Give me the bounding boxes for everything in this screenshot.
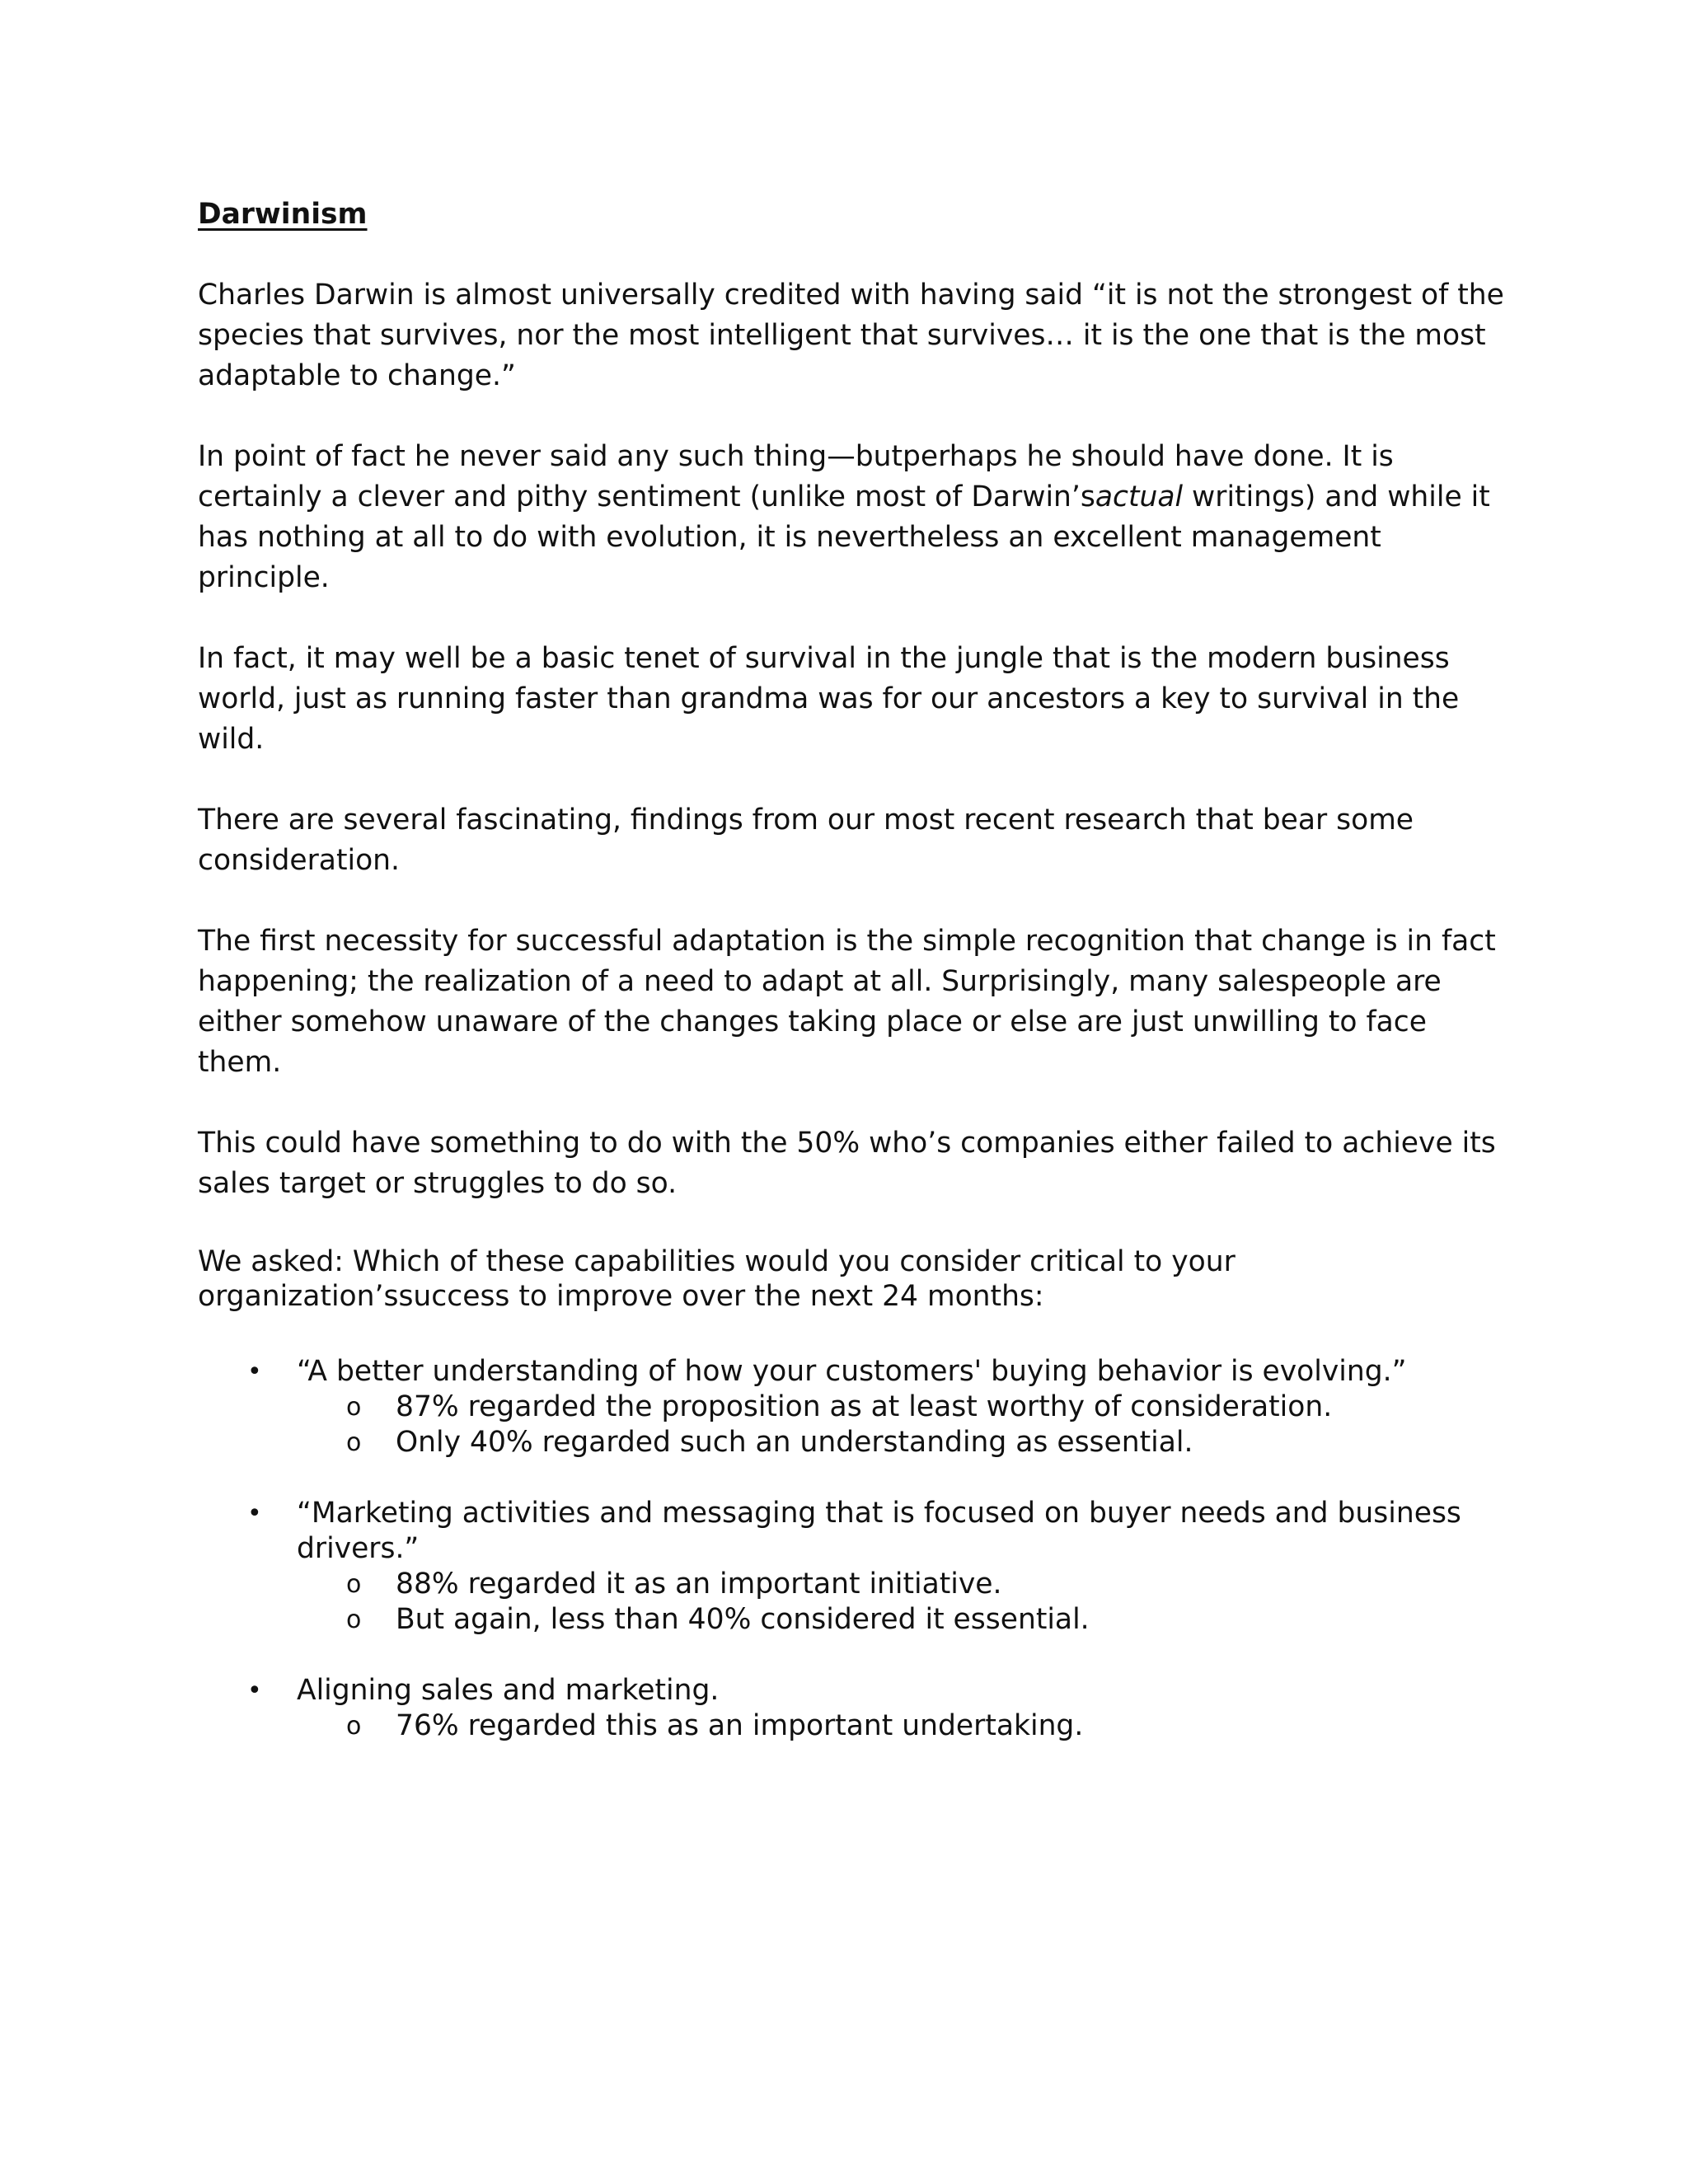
document-heading: Darwinism bbox=[198, 198, 368, 231]
paragraph-2-text-b: writings) and while it has nothing at all to do with evolution, it is nevertheless an excellent management principle. bbox=[198, 480, 1490, 594]
sub-list bbox=[297, 1390, 1517, 1460]
sub-list-item bbox=[297, 1425, 1517, 1460]
sub-list-item bbox=[297, 1708, 1517, 1744]
sub-bullet-marker: o bbox=[346, 1712, 362, 1741]
sub-list-item-text: 76% regarded this as an important undertaking. bbox=[396, 1709, 1084, 1742]
paragraph-5: The first necessity for successful adaptation is the simple recognition that change is in fact happening; the realization of a need to adapt at all. Surprisingly, many salespeople are either somehow unaware of the changes taking place or else are just unwilling to face them. bbox=[198, 925, 1496, 1079]
list-item bbox=[198, 1496, 1517, 1638]
list-item-text: “A better understanding of how your customers' buying behavior is evolving.” bbox=[297, 1355, 1407, 1388]
paragraph-2 bbox=[198, 437, 1517, 598]
paragraph-3: In fact, it may well be a basic tenet of survival in the jungle that is the modern business world, just as running faster than grandma was for our ancestors a key to survival in the wild. bbox=[198, 642, 1460, 756]
sub-bullet-marker: o bbox=[346, 1570, 362, 1599]
bullet-marker: • bbox=[247, 1499, 262, 1528]
paragraph-7: We asked: Which of these capabilities would you consider critical to your organization’ssuccess to improve over the next 24 months: bbox=[198, 1245, 1236, 1313]
sub-list bbox=[297, 1708, 1517, 1744]
sub-list-item-text: 88% regarded it as an important initiative. bbox=[396, 1568, 1002, 1601]
sub-list-item-text: Only 40% regarded such an understanding as essential. bbox=[396, 1426, 1193, 1459]
bullet-marker: • bbox=[247, 1676, 262, 1705]
sub-list-item bbox=[297, 1602, 1517, 1638]
sub-list-item bbox=[297, 1390, 1517, 1425]
paragraph-4: There are several fascinating, findings from our most recent research that bear some consideration. bbox=[198, 804, 1414, 877]
sub-list bbox=[297, 1567, 1517, 1638]
capabilities-list bbox=[198, 1354, 1517, 1744]
document-page bbox=[198, 194, 1517, 1779]
list-item-text: “Marketing activities and messaging that is focused on buyer needs and business drivers.” bbox=[297, 1497, 1461, 1565]
paragraph-6: This could have something to do with the 50% who’s companies either failed to achieve its sales target or struggles to do so. bbox=[198, 1127, 1496, 1200]
list-item-text: Aligning sales and marketing. bbox=[297, 1674, 720, 1707]
sub-bullet-marker: o bbox=[346, 1428, 362, 1457]
sub-list-item-text: But again, less than 40% considered it essential. bbox=[396, 1603, 1090, 1636]
sub-bullet-marker: o bbox=[346, 1393, 362, 1422]
sub-bullet-marker: o bbox=[346, 1605, 362, 1634]
bullet-marker: • bbox=[247, 1357, 262, 1386]
sub-list-item-text: 87% regarded the proposition as at least worthy of consideration. bbox=[396, 1390, 1333, 1423]
sub-list-item bbox=[297, 1567, 1517, 1602]
paragraph-2-text-a: In point of fact he never said any such thing—butperhaps he should have done. It is certainly a clever and pithy sentiment (unlike most of Darwin’s bbox=[198, 440, 1394, 513]
paragraph-2-italic: actual bbox=[1095, 480, 1184, 513]
list-item bbox=[198, 1354, 1517, 1460]
list-item bbox=[198, 1673, 1517, 1744]
paragraph-1: Charles Darwin is almost universally credited with having said “it is not the strongest of the species that survives, nor the most intelligent that survives… it is the one that is the most adaptable to change.” bbox=[198, 279, 1504, 392]
